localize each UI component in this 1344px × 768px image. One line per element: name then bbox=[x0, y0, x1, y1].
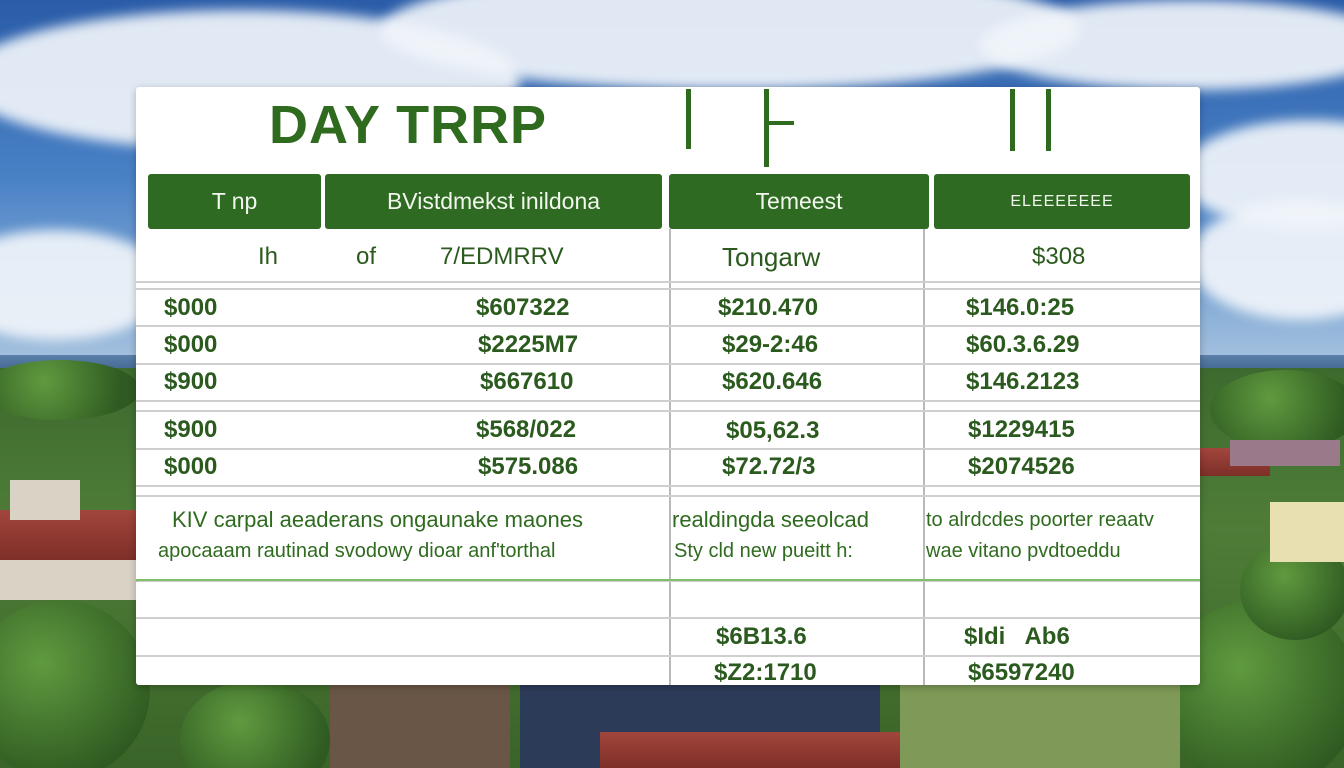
table-cell: $000 bbox=[164, 331, 218, 358]
column-header-visit: BVistdmekst inildona bbox=[325, 174, 662, 229]
note-text: to alrdcdes poorter reaatv bbox=[926, 509, 1154, 531]
table-cell: $1229415 bbox=[968, 416, 1075, 443]
column-header-interest: Temeest bbox=[669, 174, 929, 229]
row-divider bbox=[136, 485, 1200, 487]
table-cell: $000 bbox=[164, 294, 218, 321]
table-cell: $667610 bbox=[480, 368, 574, 395]
note-text: wae vitano pvdtoeddu bbox=[926, 540, 1121, 562]
row-divider bbox=[136, 617, 1200, 619]
total-cell: $6597240 bbox=[968, 659, 1075, 686]
total-cell: $Idi Ab6 bbox=[964, 623, 1070, 650]
subheader-cell: Ih bbox=[258, 243, 279, 270]
table-cell: $60.3.6.29 bbox=[966, 331, 1080, 358]
title-mark bbox=[686, 89, 691, 149]
row-divider bbox=[136, 288, 1200, 290]
total-cell: $Z2:1710 bbox=[714, 659, 817, 686]
table-cell: $620.646 bbox=[722, 368, 823, 395]
trip-table-panel bbox=[136, 87, 1200, 685]
row-divider bbox=[136, 410, 1200, 412]
title-mark bbox=[1046, 89, 1051, 151]
table-cell: $568/022 bbox=[476, 416, 577, 443]
table-cell: $146.2123 bbox=[966, 368, 1080, 395]
title-mark bbox=[764, 89, 769, 167]
row-divider bbox=[136, 400, 1200, 402]
table-cell: $900 bbox=[164, 416, 218, 443]
subheader-cell: Tongarw bbox=[722, 242, 821, 272]
building bbox=[1230, 440, 1340, 466]
table-cell: $2074526 bbox=[968, 453, 1075, 480]
note-text: realdingda seeolcad bbox=[672, 507, 869, 532]
table-cell: $146.0:25 bbox=[966, 294, 1075, 321]
row-divider bbox=[136, 448, 1200, 450]
page-title: DAY TRRP bbox=[269, 95, 548, 155]
table-cell: $210.470 bbox=[718, 294, 819, 321]
subheader-cell: $308 bbox=[1032, 243, 1086, 270]
table-cell: $575.086 bbox=[478, 453, 579, 480]
building bbox=[0, 560, 136, 600]
total-cell: $6B13.6 bbox=[716, 623, 807, 650]
building bbox=[1270, 502, 1344, 562]
building bbox=[10, 480, 80, 520]
row-divider bbox=[136, 325, 1200, 327]
title-mark bbox=[764, 121, 794, 125]
subheader-cell: of bbox=[356, 243, 377, 270]
table-cell: $607322 bbox=[476, 294, 570, 321]
row-divider bbox=[136, 281, 1200, 283]
row-divider bbox=[136, 363, 1200, 365]
column-header-extra: ELEEEEEEE bbox=[934, 174, 1190, 229]
building bbox=[330, 685, 510, 768]
column-header-trip: T np bbox=[148, 174, 321, 229]
note-text: apocaaam rautinad svodowy dioar anf'torthal bbox=[158, 540, 556, 562]
table-cell: $29-2:46 bbox=[722, 331, 819, 358]
building bbox=[900, 685, 1180, 768]
table-cell: $900 bbox=[164, 368, 218, 395]
table-cell: $05,62.3 bbox=[726, 417, 820, 444]
building bbox=[600, 732, 900, 768]
subheader-cell: 7/EDMRRV bbox=[440, 243, 564, 270]
note-text: KIV carpal aeaderans ongaunake maones bbox=[172, 507, 583, 532]
note-rule bbox=[136, 579, 1200, 581]
table-cell: $2225M7 bbox=[478, 331, 579, 358]
row-divider bbox=[136, 495, 1200, 497]
table-cell: $72.72/3 bbox=[722, 453, 816, 480]
note-text: Sty cld new pueitt h: bbox=[674, 540, 853, 562]
title-mark bbox=[1010, 89, 1015, 151]
table-cell: $000 bbox=[164, 453, 218, 480]
